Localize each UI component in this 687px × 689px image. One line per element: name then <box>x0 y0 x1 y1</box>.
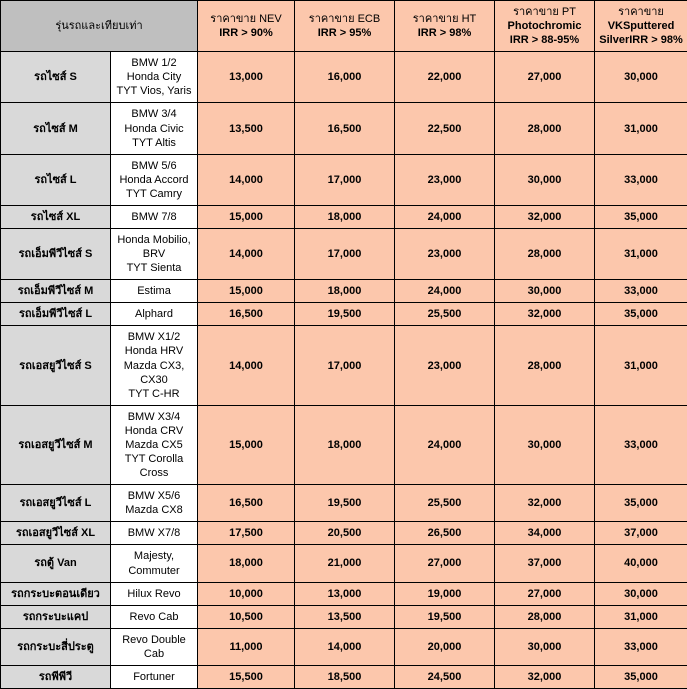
cell-models <box>111 103 198 154</box>
cell-price-ht: 26,500 <box>395 522 495 545</box>
cell-price-ecb: 18,500 <box>295 665 395 688</box>
table-row <box>1 485 687 522</box>
cell-models <box>111 665 198 688</box>
model-line: Honda Accord <box>114 173 194 187</box>
cell-price-pt: 28,000 <box>495 326 595 405</box>
table-row <box>1 205 687 228</box>
cell-price-ecb: 18,000 <box>295 205 395 228</box>
model-line: Honda City <box>114 70 194 84</box>
table-row <box>1 280 687 303</box>
cell-price-pt: 32,000 <box>495 665 595 688</box>
column-header-vks-line2: VKSputtered <box>598 19 684 33</box>
model-line: TYT Altis <box>114 136 194 150</box>
cell-price-vks: 35,000 <box>595 303 687 326</box>
cell-models <box>111 154 198 205</box>
model-line: BMW 1/2 <box>114 56 194 70</box>
cell-models <box>111 582 198 605</box>
model-line: BMW X5/6 <box>114 489 194 503</box>
cell-price-pt: 28,000 <box>495 605 595 628</box>
cell-models <box>111 205 198 228</box>
cell-models <box>111 522 198 545</box>
column-header-ht <box>395 1 495 52</box>
cell-price-vks: 33,000 <box>595 154 687 205</box>
cell-category: รถกระบะสี่ประตู <box>1 628 111 665</box>
cell-price-nev: 16,500 <box>198 303 295 326</box>
cell-category: รถไซส์ S <box>1 52 111 103</box>
cell-models <box>111 280 198 303</box>
cell-price-ht: 27,000 <box>395 545 495 582</box>
cell-price-nev: 10,000 <box>198 582 295 605</box>
cell-price-ht: 24,500 <box>395 665 495 688</box>
cell-price-pt: 30,000 <box>495 154 595 205</box>
cell-category: รถเอสยูวีไซส์ M <box>1 405 111 484</box>
cell-category: รถกระบะแคป <box>1 605 111 628</box>
cell-price-pt: 28,000 <box>495 103 595 154</box>
column-header-nev <box>198 1 295 52</box>
cell-price-vks: 30,000 <box>595 52 687 103</box>
cell-category: รถพีพีวี <box>1 665 111 688</box>
cell-price-vks: 33,000 <box>595 280 687 303</box>
model-line: Estima <box>114 284 194 298</box>
table-row <box>1 405 687 484</box>
model-line: Honda Civic <box>114 122 194 136</box>
column-header-pt-line2: Photochromic <box>498 19 591 33</box>
table-row <box>1 229 687 280</box>
cell-price-ht: 23,000 <box>395 229 495 280</box>
cell-price-ht: 25,500 <box>395 485 495 522</box>
model-line: TYT Vios, Yaris <box>114 84 194 98</box>
cell-price-nev: 14,000 <box>198 326 295 405</box>
table-row <box>1 103 687 154</box>
model-line: BMW 5/6 <box>114 159 194 173</box>
model-line: Mazda CX8 <box>114 503 194 517</box>
cell-price-ht: 23,000 <box>395 154 495 205</box>
cell-models <box>111 485 198 522</box>
cell-price-pt: 32,000 <box>495 485 595 522</box>
cell-price-nev: 14,000 <box>198 229 295 280</box>
model-line: Hilux Revo <box>114 587 194 601</box>
cell-price-ht: 25,500 <box>395 303 495 326</box>
model-line: Honda HRV <box>114 344 194 358</box>
cell-price-nev: 17,500 <box>198 522 295 545</box>
column-header-vks <box>595 1 687 52</box>
column-header-nev-line1: ราคาขาย NEV <box>201 12 291 26</box>
cell-category: รถไซส์ L <box>1 154 111 205</box>
column-header-pt-line1: ราคาขาย PT <box>498 5 591 19</box>
model-line: BMW 3/4 <box>114 107 194 121</box>
cell-price-nev: 13,500 <box>198 103 295 154</box>
cell-price-pt: 37,000 <box>495 545 595 582</box>
cell-price-vks: 35,000 <box>595 665 687 688</box>
cell-price-ecb: 20,500 <box>295 522 395 545</box>
cell-price-ht: 22,000 <box>395 52 495 103</box>
table-row <box>1 605 687 628</box>
model-line: TYT Corolla Cross <box>114 452 194 480</box>
cell-price-nev: 18,000 <box>198 545 295 582</box>
column-header-pt-line3: IRR > 88-95% <box>498 33 591 47</box>
cell-price-ecb: 17,000 <box>295 229 395 280</box>
cell-price-nev: 11,000 <box>198 628 295 665</box>
cell-price-nev: 16,500 <box>198 485 295 522</box>
table-body <box>1 52 687 689</box>
cell-price-pt: 30,000 <box>495 280 595 303</box>
cell-models <box>111 628 198 665</box>
cell-price-nev: 15,500 <box>198 665 295 688</box>
cell-price-nev: 15,000 <box>198 405 295 484</box>
cell-price-pt: 32,000 <box>495 303 595 326</box>
cell-price-ecb: 18,000 <box>295 280 395 303</box>
cell-category: รถไซส์ XL <box>1 205 111 228</box>
table-header <box>1 1 687 52</box>
cell-price-pt: 28,000 <box>495 229 595 280</box>
cell-price-vks: 31,000 <box>595 103 687 154</box>
cell-price-pt: 32,000 <box>495 205 595 228</box>
column-header-ecb <box>295 1 395 52</box>
header-row <box>1 1 687 52</box>
cell-price-pt: 30,000 <box>495 405 595 484</box>
column-header-category <box>1 1 198 52</box>
table-row <box>1 628 687 665</box>
model-line: TYT Camry <box>114 187 194 201</box>
cell-models <box>111 545 198 582</box>
cell-price-pt: 34,000 <box>495 522 595 545</box>
table-row <box>1 665 687 688</box>
table-row <box>1 154 687 205</box>
cell-category: รถไซส์ M <box>1 103 111 154</box>
model-line: Majesty, Commuter <box>114 549 194 577</box>
cell-category: รถเอสยูวีไซส์ S <box>1 326 111 405</box>
column-header-ecb-line1: ราคาขาย ECB <box>298 12 391 26</box>
model-line: Mazda CX5 <box>114 438 194 452</box>
cell-models <box>111 605 198 628</box>
table-row <box>1 522 687 545</box>
cell-price-ht: 24,000 <box>395 280 495 303</box>
cell-price-pt: 27,000 <box>495 582 595 605</box>
cell-price-vks: 33,000 <box>595 405 687 484</box>
cell-price-ecb: 17,000 <box>295 154 395 205</box>
cell-price-nev: 15,000 <box>198 280 295 303</box>
column-header-ecb-line2: IRR > 95% <box>298 26 391 40</box>
cell-models <box>111 326 198 405</box>
cell-price-ht: 24,000 <box>395 205 495 228</box>
cell-price-vks: 37,000 <box>595 522 687 545</box>
cell-price-ecb: 13,000 <box>295 582 395 605</box>
cell-price-ecb: 14,000 <box>295 628 395 665</box>
model-line: Honda Mobilio, BRV <box>114 233 194 261</box>
cell-price-ecb: 19,500 <box>295 303 395 326</box>
model-line: TYT Sienta <box>114 261 194 275</box>
cell-price-nev: 15,000 <box>198 205 295 228</box>
cell-price-vks: 31,000 <box>595 229 687 280</box>
cell-price-ht: 19,000 <box>395 582 495 605</box>
column-header-category-label: รุ่นรถและเทียบเท่า <box>55 20 142 32</box>
cell-price-vks: 31,000 <box>595 326 687 405</box>
cell-price-vks: 31,000 <box>595 605 687 628</box>
cell-price-vks: 35,000 <box>595 485 687 522</box>
cell-price-vks: 30,000 <box>595 582 687 605</box>
cell-price-pt: 27,000 <box>495 52 595 103</box>
cell-price-ecb: 13,500 <box>295 605 395 628</box>
cell-price-nev: 14,000 <box>198 154 295 205</box>
model-line: Mazda CX3, CX30 <box>114 359 194 387</box>
cell-price-ecb: 16,500 <box>295 103 395 154</box>
model-line: Fortuner <box>114 670 194 684</box>
cell-price-vks: 33,000 <box>595 628 687 665</box>
table-row <box>1 52 687 103</box>
cell-price-nev: 13,000 <box>198 52 295 103</box>
column-header-vks-line1: ราคาขาย <box>598 5 684 19</box>
cell-category: รถเอสยูวีไซส์ XL <box>1 522 111 545</box>
table-row <box>1 545 687 582</box>
cell-models <box>111 52 198 103</box>
cell-price-ht: 19,500 <box>395 605 495 628</box>
model-line: BMW X7/8 <box>114 526 194 540</box>
table-row <box>1 303 687 326</box>
cell-models <box>111 229 198 280</box>
cell-category: รถตู้ Van <box>1 545 111 582</box>
cell-price-ht: 24,000 <box>395 405 495 484</box>
cell-models <box>111 303 198 326</box>
cell-category: รถเอ็มพีวีไซส์ S <box>1 229 111 280</box>
cell-price-ht: 23,000 <box>395 326 495 405</box>
cell-category: รถเอ็มพีวีไซส์ M <box>1 280 111 303</box>
cell-category: รถเอ็มพีวีไซส์ L <box>1 303 111 326</box>
table-row <box>1 582 687 605</box>
cell-models <box>111 405 198 484</box>
model-line: BMW X3/4 <box>114 410 194 424</box>
cell-category: รถกระบะตอนเดียว <box>1 582 111 605</box>
cell-price-vks: 35,000 <box>595 205 687 228</box>
column-header-vks-line3: SilverIRR > 98% <box>598 33 684 47</box>
column-header-ht-line2: IRR > 98% <box>398 26 491 40</box>
model-line: Alphard <box>114 307 194 321</box>
cell-category: รถเอสยูวีไซส์ L <box>1 485 111 522</box>
cell-price-ecb: 21,000 <box>295 545 395 582</box>
cell-price-ecb: 16,000 <box>295 52 395 103</box>
model-line: BMW 7/8 <box>114 210 194 224</box>
cell-price-ht: 22,500 <box>395 103 495 154</box>
model-line: BMW X1/2 <box>114 330 194 344</box>
cell-price-ecb: 17,000 <box>295 326 395 405</box>
model-line: TYT C-HR <box>114 387 194 401</box>
cell-price-nev: 10,500 <box>198 605 295 628</box>
cell-price-ht: 20,000 <box>395 628 495 665</box>
column-header-ht-line1: ราคาขาย HT <box>398 12 491 26</box>
table-row <box>1 326 687 405</box>
column-header-nev-line2: IRR > 90% <box>201 26 291 40</box>
cell-price-pt: 30,000 <box>495 628 595 665</box>
cell-price-ecb: 18,000 <box>295 405 395 484</box>
model-line: Revo Double Cab <box>114 633 194 661</box>
model-line: Revo Cab <box>114 610 194 624</box>
model-line: Honda CRV <box>114 424 194 438</box>
column-header-pt <box>495 1 595 52</box>
cell-price-vks: 40,000 <box>595 545 687 582</box>
cell-price-ecb: 19,500 <box>295 485 395 522</box>
